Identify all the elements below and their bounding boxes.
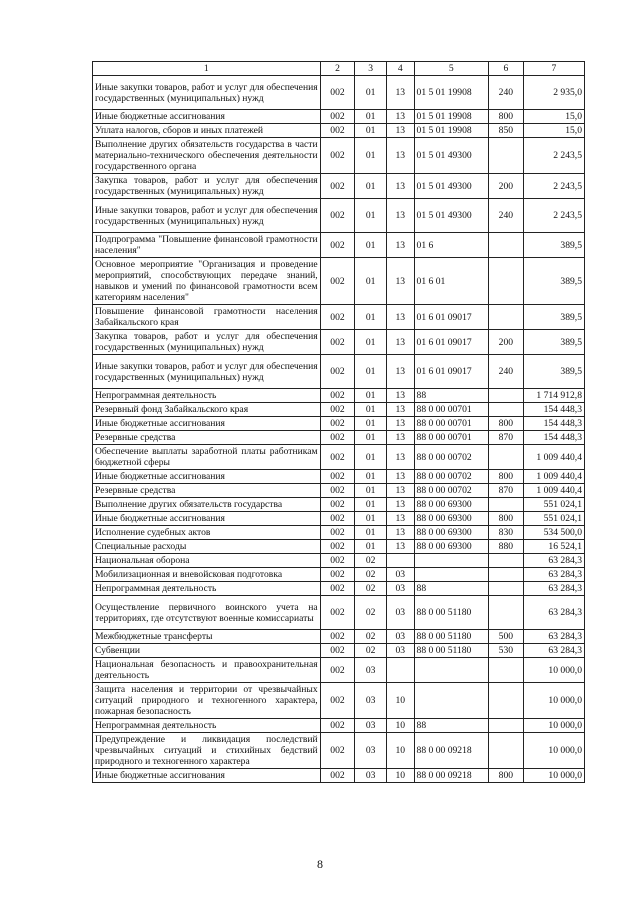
- cell-target-article: 01 6 01 09017: [414, 305, 489, 330]
- cell-section: 01: [355, 233, 387, 258]
- cell-subsection: 13: [386, 417, 414, 431]
- cell-ministry: 002: [320, 683, 355, 719]
- cell-section: 01: [355, 305, 387, 330]
- cell-ministry: 002: [320, 526, 355, 540]
- cell-name: Иные бюджетные ассигнования: [93, 470, 321, 484]
- cell-target-article: 01 5 01 19908: [414, 124, 489, 138]
- cell-subsection: 03: [386, 630, 414, 644]
- cell-ministry: 002: [320, 470, 355, 484]
- table-row: [93, 568, 585, 582]
- cell-section: 01: [355, 498, 387, 512]
- cell-section: 01: [355, 540, 387, 554]
- cell-expense-type: [489, 568, 524, 582]
- cell-target-article: 01 5 01 19908: [414, 110, 489, 124]
- cell-expense-type: [489, 554, 524, 568]
- cell-ministry: 002: [320, 512, 355, 526]
- cell-ministry: 002: [320, 138, 355, 174]
- cell-subsection: 10: [386, 683, 414, 719]
- cell-expense-type: 800: [489, 512, 524, 526]
- table-row: [93, 110, 585, 124]
- cell-amount: 2 243,5: [523, 138, 584, 174]
- table-row: [93, 258, 585, 305]
- cell-ministry: 002: [320, 403, 355, 417]
- cell-section: 02: [355, 568, 387, 582]
- cell-name: Специальные расходы: [93, 540, 321, 554]
- header-cell-4: 4: [386, 62, 414, 76]
- cell-expense-type: [489, 305, 524, 330]
- cell-name: Резервный фонд Забайкальского края: [93, 403, 321, 417]
- cell-target-article: 88 0 00 69300: [414, 498, 489, 512]
- table-row: [93, 526, 585, 540]
- cell-ministry: 002: [320, 124, 355, 138]
- cell-target-article: 88: [414, 719, 489, 733]
- cell-expense-type: 530: [489, 644, 524, 658]
- cell-name: Предупреждение и ликвидация последствий чрезвычайных ситуаций и стихийных бедствий природного и техногенного характера: [93, 733, 321, 769]
- page-number: 8: [317, 857, 323, 871]
- cell-name: Резервные средства: [93, 431, 321, 445]
- cell-expense-type: 880: [489, 540, 524, 554]
- table-row: [93, 138, 585, 174]
- cell-subsection: 13: [386, 445, 414, 470]
- cell-amount: 15,0: [523, 124, 584, 138]
- cell-name: Мобилизационная и вневойсковая подготовка: [93, 568, 321, 582]
- cell-subsection: 13: [386, 431, 414, 445]
- cell-amount: 10 000,0: [523, 769, 584, 783]
- cell-amount: 2 243,5: [523, 174, 584, 199]
- cell-name: Выполнение других обязательств государства в части материально-технического обеспечения деятельности государственного органа: [93, 138, 321, 174]
- budget-table: [92, 61, 585, 783]
- cell-name: Исполнение судебных актов: [93, 526, 321, 540]
- cell-name: Иные закупки товаров, работ и услуг для обеспечения государственных (муниципальных) нужд: [93, 76, 321, 110]
- cell-amount: 551 024,1: [523, 512, 584, 526]
- cell-name: Непрограммная деятельность: [93, 719, 321, 733]
- cell-expense-type: 200: [489, 174, 524, 199]
- cell-section: 03: [355, 658, 387, 683]
- cell-amount: 63 284,3: [523, 582, 584, 596]
- cell-amount: 63 284,3: [523, 630, 584, 644]
- cell-amount: 1 009 440,4: [523, 484, 584, 498]
- cell-subsection: [386, 554, 414, 568]
- cell-subsection: 13: [386, 199, 414, 233]
- cell-subsection: 10: [386, 719, 414, 733]
- table-row: [93, 445, 585, 470]
- cell-subsection: 13: [386, 526, 414, 540]
- table-row: [93, 596, 585, 630]
- cell-section: 03: [355, 719, 387, 733]
- cell-expense-type: 240: [489, 355, 524, 389]
- header-cell-7: 7: [523, 62, 584, 76]
- cell-amount: 1 714 912,8: [523, 389, 584, 403]
- cell-target-article: 88: [414, 582, 489, 596]
- cell-amount: 1 009 440,4: [523, 470, 584, 484]
- cell-ministry: 002: [320, 568, 355, 582]
- cell-ministry: 002: [320, 484, 355, 498]
- cell-ministry: 002: [320, 658, 355, 683]
- table-row: [93, 498, 585, 512]
- cell-target-article: 01 5 01 19908: [414, 76, 489, 110]
- cell-expense-type: 800: [489, 417, 524, 431]
- table-row: [93, 484, 585, 498]
- cell-section: 01: [355, 110, 387, 124]
- cell-amount: 10 000,0: [523, 733, 584, 769]
- cell-subsection: 13: [386, 305, 414, 330]
- cell-name: Подпрограмма "Повышение финансовой грамотности населения": [93, 233, 321, 258]
- cell-ministry: 002: [320, 540, 355, 554]
- cell-subsection: 13: [386, 233, 414, 258]
- cell-ministry: 002: [320, 305, 355, 330]
- cell-amount: 15,0: [523, 110, 584, 124]
- table-row: [93, 355, 585, 389]
- cell-name: Национальная безопасность и правоохранительная деятельность: [93, 658, 321, 683]
- cell-section: 01: [355, 512, 387, 526]
- table-row: [93, 389, 585, 403]
- cell-subsection: 13: [386, 330, 414, 355]
- cell-ministry: 002: [320, 596, 355, 630]
- cell-name: Иные бюджетные ассигнования: [93, 417, 321, 431]
- cell-expense-type: 850: [489, 124, 524, 138]
- cell-section: 01: [355, 199, 387, 233]
- cell-target-article: 88: [414, 389, 489, 403]
- cell-subsection: 03: [386, 644, 414, 658]
- cell-subsection: 13: [386, 124, 414, 138]
- cell-section: 01: [355, 445, 387, 470]
- cell-target-article: 01 6 01: [414, 258, 489, 305]
- table-header-row: [93, 62, 585, 76]
- header-cell-6: 6: [489, 62, 524, 76]
- cell-amount: 389,5: [523, 258, 584, 305]
- cell-amount: 63 284,3: [523, 568, 584, 582]
- cell-ministry: 002: [320, 355, 355, 389]
- cell-name: Обеспечение выплаты заработной платы работникам бюджетной сферы: [93, 445, 321, 470]
- cell-subsection: 10: [386, 733, 414, 769]
- cell-amount: 63 284,3: [523, 596, 584, 630]
- cell-ministry: 002: [320, 554, 355, 568]
- cell-amount: 10 000,0: [523, 719, 584, 733]
- cell-expense-type: [489, 582, 524, 596]
- cell-target-article: 01 6 01 09017: [414, 330, 489, 355]
- table-row: [93, 174, 585, 199]
- cell-expense-type: 500: [489, 630, 524, 644]
- cell-ministry: 002: [320, 389, 355, 403]
- cell-section: 01: [355, 174, 387, 199]
- cell-section: 01: [355, 138, 387, 174]
- cell-expense-type: [489, 389, 524, 403]
- cell-section: 01: [355, 403, 387, 417]
- cell-subsection: 13: [386, 76, 414, 110]
- table-row: [93, 769, 585, 783]
- cell-expense-type: 830: [489, 526, 524, 540]
- cell-section: 01: [355, 330, 387, 355]
- cell-ministry: 002: [320, 630, 355, 644]
- cell-amount: 154 448,3: [523, 431, 584, 445]
- cell-target-article: 01 5 01 49300: [414, 174, 489, 199]
- cell-section: 03: [355, 769, 387, 783]
- cell-name: Национальная оборона: [93, 554, 321, 568]
- cell-target-article: 88 0 00 51180: [414, 596, 489, 630]
- cell-subsection: 03: [386, 596, 414, 630]
- cell-subsection: [386, 658, 414, 683]
- cell-name: Непрограммная деятельность: [93, 582, 321, 596]
- cell-ministry: 002: [320, 233, 355, 258]
- cell-section: 01: [355, 470, 387, 484]
- cell-amount: 63 284,3: [523, 554, 584, 568]
- cell-section: 03: [355, 683, 387, 719]
- cell-target-article: 88 0 00 51180: [414, 644, 489, 658]
- cell-amount: 10 000,0: [523, 683, 584, 719]
- cell-ministry: 002: [320, 258, 355, 305]
- cell-target-article: 88 0 00 69300: [414, 540, 489, 554]
- cell-target-article: 88 0 00 51180: [414, 630, 489, 644]
- cell-name: Иные бюджетные ассигнования: [93, 769, 321, 783]
- cell-name: Иные бюджетные ассигнования: [93, 512, 321, 526]
- cell-target-article: [414, 554, 489, 568]
- cell-amount: 154 448,3: [523, 403, 584, 417]
- table-row: [93, 644, 585, 658]
- header-cell-1: 1: [93, 62, 321, 76]
- table-row: [93, 431, 585, 445]
- cell-ministry: 002: [320, 417, 355, 431]
- table-row: [93, 683, 585, 719]
- cell-ministry: 002: [320, 582, 355, 596]
- cell-expense-type: 800: [489, 110, 524, 124]
- cell-expense-type: 240: [489, 76, 524, 110]
- cell-target-article: [414, 568, 489, 582]
- cell-target-article: 88 0 00 09218: [414, 769, 489, 783]
- cell-expense-type: [489, 233, 524, 258]
- cell-section: 01: [355, 484, 387, 498]
- cell-subsection: 03: [386, 568, 414, 582]
- cell-section: 01: [355, 417, 387, 431]
- cell-amount: 551 024,1: [523, 498, 584, 512]
- cell-target-article: 01 6: [414, 233, 489, 258]
- cell-section: 01: [355, 124, 387, 138]
- cell-amount: 2 935,0: [523, 76, 584, 110]
- cell-name: Закупка товаров, работ и услуг для обеспечения государственных (муниципальных) нужд: [93, 330, 321, 355]
- cell-amount: 534 500,0: [523, 526, 584, 540]
- cell-amount: 1 009 440,4: [523, 445, 584, 470]
- cell-ministry: 002: [320, 733, 355, 769]
- cell-name: Субвенции: [93, 644, 321, 658]
- table-row: [93, 199, 585, 233]
- cell-target-article: 01 5 01 49300: [414, 138, 489, 174]
- cell-name: Резервные средства: [93, 484, 321, 498]
- cell-subsection: 13: [386, 138, 414, 174]
- cell-ministry: 002: [320, 76, 355, 110]
- cell-expense-type: [489, 683, 524, 719]
- cell-subsection: 13: [386, 498, 414, 512]
- cell-subsection: 10: [386, 769, 414, 783]
- cell-name: Осуществление первичного воинского учета на территориях, где отсутствуют военные комиссариаты: [93, 596, 321, 630]
- cell-amount: 16 524,1: [523, 540, 584, 554]
- cell-target-article: 88 0 00 09218: [414, 733, 489, 769]
- cell-name: Закупка товаров, работ и услуг для обеспечения государственных (муниципальных) нужд: [93, 174, 321, 199]
- cell-section: 02: [355, 554, 387, 568]
- cell-subsection: 13: [386, 174, 414, 199]
- table-row: [93, 305, 585, 330]
- cell-subsection: 13: [386, 110, 414, 124]
- table-row: [93, 719, 585, 733]
- cell-subsection: 13: [386, 389, 414, 403]
- cell-expense-type: [489, 658, 524, 683]
- table-row: [93, 470, 585, 484]
- table-row: [93, 582, 585, 596]
- cell-section: 03: [355, 733, 387, 769]
- cell-name: Межбюджетные трансферты: [93, 630, 321, 644]
- table-row: [93, 417, 585, 431]
- cell-amount: 10 000,0: [523, 658, 584, 683]
- header-cell-3: 3: [355, 62, 387, 76]
- cell-amount: 389,5: [523, 355, 584, 389]
- table-row: [93, 540, 585, 554]
- cell-expense-type: [489, 733, 524, 769]
- cell-expense-type: 200: [489, 330, 524, 355]
- cell-section: 01: [355, 431, 387, 445]
- cell-amount: 389,5: [523, 305, 584, 330]
- cell-section: 01: [355, 526, 387, 540]
- cell-name: Уплата налогов, сборов и иных платежей: [93, 124, 321, 138]
- cell-section: 02: [355, 630, 387, 644]
- cell-ministry: 002: [320, 199, 355, 233]
- cell-expense-type: [489, 445, 524, 470]
- cell-name: Выполнение других обязательств государства: [93, 498, 321, 512]
- cell-target-article: 88 0 00 00702: [414, 445, 489, 470]
- cell-ministry: 002: [320, 330, 355, 355]
- table-row: [93, 330, 585, 355]
- cell-subsection: 13: [386, 470, 414, 484]
- cell-expense-type: [489, 596, 524, 630]
- cell-expense-type: 870: [489, 484, 524, 498]
- cell-section: 01: [355, 76, 387, 110]
- header-cell-2: 2: [320, 62, 355, 76]
- table-row: [93, 554, 585, 568]
- cell-target-article: 88 0 00 00701: [414, 417, 489, 431]
- cell-section: 02: [355, 582, 387, 596]
- cell-subsection: 13: [386, 512, 414, 526]
- cell-subsection: 13: [386, 403, 414, 417]
- table-row: [93, 124, 585, 138]
- cell-target-article: 01 6 01 09017: [414, 355, 489, 389]
- cell-ministry: 002: [320, 445, 355, 470]
- cell-target-article: 88 0 00 69300: [414, 512, 489, 526]
- cell-ministry: 002: [320, 719, 355, 733]
- cell-amount: 154 448,3: [523, 417, 584, 431]
- cell-name: Иные закупки товаров, работ и услуг для обеспечения государственных (муниципальных) нужд: [93, 355, 321, 389]
- cell-ministry: 002: [320, 110, 355, 124]
- table-row: [93, 403, 585, 417]
- cell-expense-type: 800: [489, 470, 524, 484]
- cell-target-article: 88 0 00 00702: [414, 470, 489, 484]
- cell-subsection: 03: [386, 582, 414, 596]
- cell-target-article: 88 0 00 00701: [414, 403, 489, 417]
- cell-name: Защита населения и территории от чрезвычайных ситуаций природного и техногенного характера, пожарная безопасность: [93, 683, 321, 719]
- cell-expense-type: 800: [489, 769, 524, 783]
- cell-subsection: 13: [386, 258, 414, 305]
- cell-expense-type: [489, 719, 524, 733]
- cell-target-article: [414, 658, 489, 683]
- cell-subsection: 13: [386, 484, 414, 498]
- header-cell-5: 5: [414, 62, 489, 76]
- cell-target-article: 88 0 00 00702: [414, 484, 489, 498]
- cell-name: Иные бюджетные ассигнования: [93, 110, 321, 124]
- cell-ministry: 002: [320, 498, 355, 512]
- cell-section: 01: [355, 355, 387, 389]
- cell-expense-type: [489, 403, 524, 417]
- table-row: [93, 76, 585, 110]
- cell-expense-type: [489, 258, 524, 305]
- cell-name: Непрограммная деятельность: [93, 389, 321, 403]
- cell-amount: 63 284,3: [523, 644, 584, 658]
- cell-section: 02: [355, 596, 387, 630]
- cell-section: 01: [355, 258, 387, 305]
- cell-expense-type: [489, 498, 524, 512]
- cell-amount: 389,5: [523, 233, 584, 258]
- cell-ministry: 002: [320, 644, 355, 658]
- cell-section: 01: [355, 389, 387, 403]
- cell-ministry: 002: [320, 769, 355, 783]
- table-row: [93, 512, 585, 526]
- cell-target-article: [414, 683, 489, 719]
- cell-target-article: 88 0 00 69300: [414, 526, 489, 540]
- cell-name: Основное мероприятие "Организация и проведение мероприятий, способствующих передаче знаний, навыков и умений по финансовой грамотности всем категориям населения": [93, 258, 321, 305]
- cell-expense-type: 870: [489, 431, 524, 445]
- cell-name: Повышение финансовой грамотности населения Забайкальского края: [93, 305, 321, 330]
- cell-ministry: 002: [320, 174, 355, 199]
- table-row: [93, 733, 585, 769]
- table-row: [93, 233, 585, 258]
- cell-target-article: 01 5 01 49300: [414, 199, 489, 233]
- cell-expense-type: 240: [489, 199, 524, 233]
- table-row: [93, 658, 585, 683]
- cell-expense-type: [489, 138, 524, 174]
- cell-amount: 2 243,5: [523, 199, 584, 233]
- cell-name: Иные закупки товаров, работ и услуг для обеспечения государственных (муниципальных) нужд: [93, 199, 321, 233]
- cell-subsection: 13: [386, 540, 414, 554]
- cell-amount: 389,5: [523, 330, 584, 355]
- cell-section: 02: [355, 644, 387, 658]
- cell-ministry: 002: [320, 431, 355, 445]
- table-row: [93, 630, 585, 644]
- cell-target-article: 88 0 00 00701: [414, 431, 489, 445]
- cell-subsection: 13: [386, 355, 414, 389]
